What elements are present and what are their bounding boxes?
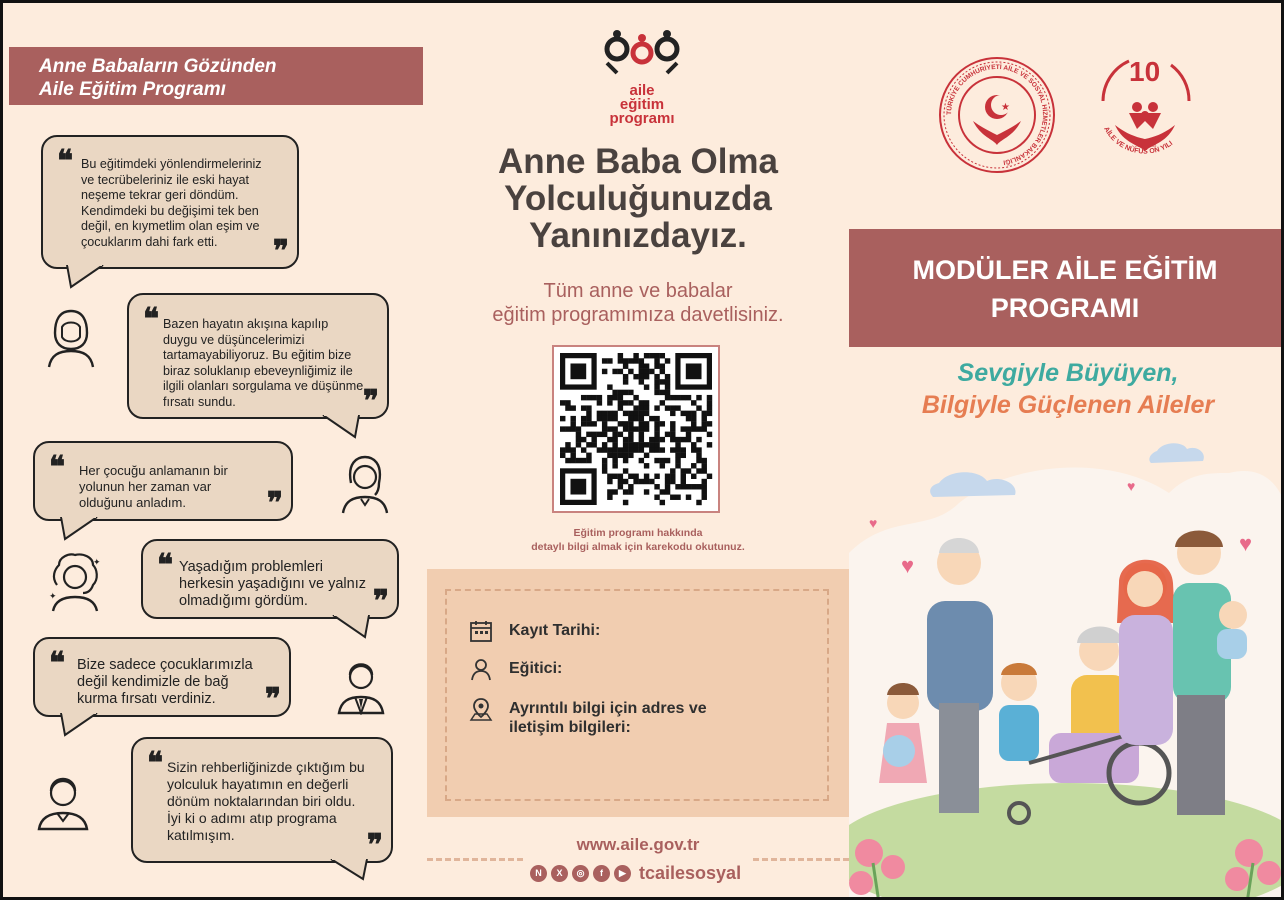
- quote-bubble-6: [131, 737, 393, 863]
- logo-text-3: programı: [609, 110, 675, 127]
- headline-line1: Anne Baba Olma: [497, 142, 779, 181]
- facebook-icon[interactable]: f: [593, 865, 610, 882]
- invitation-panel: [427, 3, 849, 900]
- testimonials-banner-line2: Aile Eğitim Programı: [39, 79, 226, 100]
- aile-egitim-logo: [597, 29, 687, 129]
- heart-icon: ♥: [901, 553, 915, 578]
- open-quote-icon: ❝: [157, 548, 174, 583]
- contact-label: Ayrıntılı bilgi için adres ve iletişim bilgileri:: [509, 700, 707, 736]
- quote-text-5: Bize sadece çocuklarımızla değil kendimizle de bağ kurma fırsatı verdiniz.: [77, 657, 253, 707]
- slogan-line1: Sevgiyle Büyüyen,: [957, 359, 1179, 387]
- program-panel: [849, 3, 1284, 900]
- bubble-tail: [65, 265, 105, 289]
- quote-bubble-1: [41, 135, 299, 269]
- woman-icon: [337, 453, 393, 515]
- youtube-icon[interactable]: ▶: [614, 865, 631, 882]
- x-icon[interactable]: X: [551, 865, 568, 882]
- logo-text-2: eğitim: [619, 96, 665, 113]
- bubble-tail: [321, 415, 361, 439]
- dashed-divider-right: [753, 858, 849, 861]
- bubble-tail: [331, 615, 371, 639]
- qr-code-pattern: [554, 347, 718, 511]
- close-quote-icon: ❞: [372, 584, 389, 619]
- close-quote-icon: ❞: [266, 486, 283, 521]
- trainer-label: Eğitici:: [509, 660, 563, 677]
- open-quote-icon: ❝: [49, 646, 66, 681]
- quote-text-6: Sizin rehberliğinizde çıktığım bu yolculuk hayatımın en değerli dönüm noktalarından biri oldu. İyi ki o adımı atıp programa katılmışım.: [167, 759, 365, 843]
- qr-caption: [427, 526, 849, 554]
- cloud-icon: [1149, 443, 1204, 463]
- svg-text:★: ★: [1001, 102, 1010, 113]
- open-quote-icon: ❝: [143, 302, 160, 337]
- headline-line3: Yanınızdayız.: [529, 216, 747, 255]
- close-quote-icon: ❞: [362, 384, 379, 419]
- program-title-banner: [849, 229, 1281, 347]
- curly-woman-icon: [47, 551, 103, 613]
- social-media-row: [530, 861, 741, 885]
- calendar-icon: [469, 619, 493, 643]
- info-box-dashed-border: [445, 589, 829, 801]
- man-suit-icon: [333, 653, 389, 715]
- quote-bubble-4: [141, 539, 399, 619]
- quote-text-4: Yaşadığım problemleri herkesin yaşadığını ve yalnız olmadığımı gördüm.: [179, 559, 366, 609]
- location-pin-icon: [469, 697, 493, 721]
- registration-date-label: Kayıt Tarihi:: [509, 622, 601, 639]
- subtitle-line1: Tüm anne ve babalar: [543, 280, 733, 302]
- qr-caption-line2: detaylı bilgi almak için karekodu okutunuz.: [531, 541, 745, 553]
- quote-text-1: Bu eğitimdeki yönlendirmeleriniz ve tecrübeleriniz ile eski hayat neşeme tekrar geri döndüm. Kendimdeki bu değişimi tek ben değil, en kıymetlim olan eşim ve çocuklarım dahi fark etti.: [81, 157, 262, 249]
- ministry-seal-icon: [937, 55, 1057, 175]
- logo-text-1: aile: [629, 82, 655, 99]
- headline-line2: Yolculuğunuzda: [504, 179, 772, 218]
- program-title-line2: PROGRAMI: [990, 293, 1140, 323]
- open-quote-icon: ❝: [57, 144, 74, 179]
- open-quote-icon: ❝: [147, 746, 164, 781]
- family-figures-icon: [597, 29, 687, 79]
- close-quote-icon: ❞: [366, 828, 383, 863]
- close-quote-icon: ❞: [272, 234, 289, 269]
- invitation-subtitle: [427, 279, 849, 327]
- dashed-divider-left: [427, 858, 523, 861]
- info-box: [427, 569, 849, 817]
- man-icon: [35, 769, 91, 831]
- trainer-icon: [469, 657, 493, 681]
- hijab-woman-icon: [43, 307, 99, 369]
- subtitle-line2: eğitim programımıza davetlisiniz.: [492, 304, 784, 326]
- heart-icon: ♥: [1127, 478, 1136, 494]
- slogan-line2: Bilgiyle Güçlenen Aileler: [921, 391, 1215, 419]
- testimonials-banner: [9, 47, 423, 105]
- quote-text-3: Her çocuğu anlamanın bir yolunun her zaman var olduğunu anladım.: [79, 463, 228, 510]
- close-quote-icon: ❞: [264, 682, 281, 717]
- testimonials-banner-line1: Anne Babaların Gözünden: [39, 56, 277, 77]
- decade-ring-text: AİLE VE NÜFUS ON YILI: [1102, 125, 1175, 156]
- bubble-tail: [59, 517, 99, 541]
- qr-caption-line1: Eğitim programı hakkında: [573, 527, 703, 539]
- quote-bubble-2: [127, 293, 389, 419]
- instagram-icon[interactable]: ◎: [572, 865, 589, 882]
- family-decade-logo: [1085, 51, 1205, 171]
- bubble-tail: [59, 713, 99, 737]
- seal-ring-text: TÜRKİYE CUMHURİYETİ AİLE VE SOSYAL HİZMETLER BAKANLIĞI: [945, 63, 1049, 166]
- social-handle[interactable]: tcailesosyal: [639, 862, 742, 883]
- svg-text:✦: ✦: [49, 591, 57, 601]
- main-headline: [427, 143, 849, 254]
- decade-years: 2025 - 2035: [1135, 143, 1157, 148]
- open-quote-icon: ❝: [49, 450, 66, 485]
- quote-bubble-5: [33, 637, 291, 717]
- bubble-tail: [329, 859, 369, 881]
- family-illustration: [849, 433, 1284, 900]
- heart-icon: ♥: [869, 515, 878, 531]
- svg-text:✦: ✦: [93, 557, 101, 567]
- quote-text-2: Bazen hayatın akışına kapılıp duygu ve düşüncelerimizi tartamayabiliyoruz. Bu eğitim bize biraz soluklanıp ebeveynliğimiz ile ilgili olanları sorgulama ve düşünme fırsatı sundu.: [163, 317, 364, 409]
- nsosyal-icon[interactable]: N: [530, 865, 547, 882]
- qr-code[interactable]: [552, 345, 720, 513]
- testimonials-panel: [3, 3, 427, 900]
- svg-text:10: 10: [1129, 56, 1161, 87]
- quote-bubble-3: [33, 441, 293, 521]
- program-title-line1: MODÜLER AİLE EĞİTİM: [912, 255, 1218, 285]
- website-link[interactable]: www.aile.gov.tr: [576, 835, 700, 854]
- heart-icon: ♥: [1239, 531, 1253, 556]
- cloud-icon: [930, 472, 1015, 497]
